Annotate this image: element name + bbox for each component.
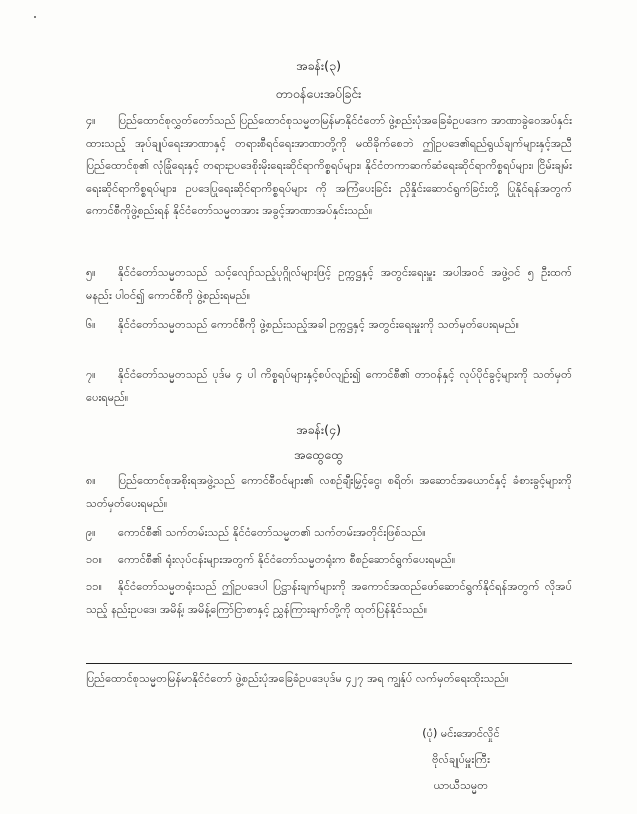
section-5-paragraph bbox=[86, 262, 572, 307]
section-9-paragraph bbox=[86, 522, 572, 545]
section-number: ၉။ bbox=[86, 526, 96, 539]
section-number: ၄။ bbox=[86, 114, 96, 127]
section-7-paragraph bbox=[86, 364, 572, 409]
enactment-statement: ပြည်ထောင်စုသမ္မတမြန်မာနိုင်ငံတော် ဖွဲ့စည်းပုံအခြေခံဥပဒေပုဒ်မ ၄၂၇ အရ ကျွန်ုပ် လက်မှတ်ရေးထိုးသည်။ bbox=[86, 672, 509, 685]
section-text: ပြည်ထောင်စုလွှတ်တော်သည် ပြည်ထောင်စုသမ္မတမြန်မာနိုင်ငံတော် ဖွဲ့စည်းပုံအခြေခံဥပဒေက အာဏာခွဲဝေအပ်နှင်းထားသည့် အုပ်ချုပ်ရေးအာဏာနှင့် တရားစီရင်ရေးအာဏာတို့ကို မထိခိုက်စေဘဲ ဤဥပဒေ၏ရည်ရွယ်ချက်များနှင့်အညီ ပြည်ထောင်စု၏ လုံခြုံရေးနှင့် တရားဥပဒေစိုးမိုးရေးဆိုင်ရာကိစ္စရပ်များ၊ နိုင်ငံတကာဆက်ဆံရေးဆိုင်ရာကိစ္စရပ်များ၊ ငြိမ်းချမ်းရေးဆိုင်ရာကိစ္စရပ်များ၊ ဥပဒေပြုရေးဆိုင်ရာကိစ္စရပ်များ ကို အကြံပေးခြင်း ညှိနှိုင်းဆောင်ရွက်ခြင်းတို့ ပြုနိုင်ရန်အတွက် ကောင်စီကိုဖွဲ့စည်းရန် နိုင်ငံတော်သမ္မတအား အခွင့်အာဏာအပ်နှင်းသည်။ bbox=[86, 114, 572, 217]
section-number: ၁၁။ bbox=[86, 580, 102, 593]
section-number: ၅။ bbox=[86, 266, 96, 279]
section-11-paragraph bbox=[86, 576, 572, 621]
section-text: ကောင်စီ၏ သက်တမ်းသည် နိုင်ငံတော်သမ္မတ၏ သက်တမ်းအတိုင်းဖြစ်သည်။ bbox=[118, 526, 426, 539]
section-text: ကောင်စီ၏ ရုံးလုပ်ငန်းများအတွက် နိုင်ငံတော်သမ္မတရုံးက စီစဉ်ဆောင်ရွက်ပေးရမည်။ bbox=[118, 553, 456, 566]
section-text: ပြည်ထောင်စုအစိုးရအဖွဲ့သည် ကောင်စီဝင်များ၏ လစဉ်ချီးမြှင့်ငွေ၊ စရိတ်၊ အဆောင်အယောင်နှင့် ခံစားခွင့်များကို သတ်မှတ်ပေးရမည်။ bbox=[86, 474, 572, 510]
chapter-4-title: အထွေထွေ bbox=[293, 447, 344, 462]
section-text: နိုင်ငံတော်သမ္မတသည် ပုဒ်မ ၄ ပါ ကိစ္စရပ်များနှင့်စပ်လျဉ်း၍ ကောင်စီ၏ တာဝန်နှင့် လုပ်ပိုင်ခွင့်များကို သတ်မှတ်ပေးရမည်။ bbox=[86, 368, 572, 404]
section-number: ၇။ bbox=[86, 368, 96, 381]
divider-line bbox=[86, 663, 572, 664]
signatory-name: (ပုံ) မင်းအောင်လှိုင် bbox=[422, 727, 500, 740]
signatory-title: ယာယီသမ္မတ bbox=[433, 779, 489, 792]
section-text: နိုင်ငံတော်သမ္မတသည် ကောင်စီကို ဖွဲ့စည်းသည့်အခါ ဥက္ကဋ္ဌနှင့် အတွင်းရေးမှူးကို သတ်မှတ်ပေးရမည်။ bbox=[118, 318, 520, 331]
section-8-paragraph bbox=[86, 470, 572, 515]
section-number: ၈။ bbox=[86, 474, 96, 487]
section-6-paragraph bbox=[86, 314, 572, 337]
section-number: ၆။ bbox=[86, 318, 96, 331]
section-10-paragraph bbox=[86, 549, 572, 572]
scan-speck bbox=[34, 16, 36, 18]
section-text: နိုင်ငံတော်သမ္မတသည် သင့်လျော်သည့်ပုဂ္ဂိုလ်များဖြင့် ဥက္ကဋ္ဌနှင့် အတွင်းရေးမှူး အပါအဝင် အဖွဲ့ဝင် ၅ ဦးထက်မနည်း ပါဝင်၍ ကောင်စီကို ဖွဲ့စည်းရမည်။ bbox=[86, 266, 572, 302]
chapter-3-title: တာဝန်ပေးအပ်ခြင်း bbox=[275, 86, 362, 101]
section-4-paragraph bbox=[86, 110, 572, 223]
chapter-4-heading: အခန်း(၄) bbox=[296, 422, 341, 437]
section-number: ၁၀။ bbox=[86, 553, 102, 566]
section-text: နိုင်ငံတော်သမ္မတရုံးသည် ဤဥပဒေပါ ပြဋ္ဌာန်းချက်များကို အကောင်အထည်ဖော်ဆောင်ရွက်နိုင်ရန်အတွက် လိုအပ်သည့် နည်းဥပဒေ၊ အမိန့်၊ အမိန့်ကြော်ငြာစာနှင့် ညွှန်ကြားချက်တို့ကို ထုတ်ပြန်နိုင်သည်။ bbox=[86, 580, 572, 616]
signatory-rank: ဗိုလ်ချုပ်မှူးကြီး bbox=[432, 753, 490, 766]
chapter-3-heading: အခန်း(၃) bbox=[296, 58, 341, 73]
